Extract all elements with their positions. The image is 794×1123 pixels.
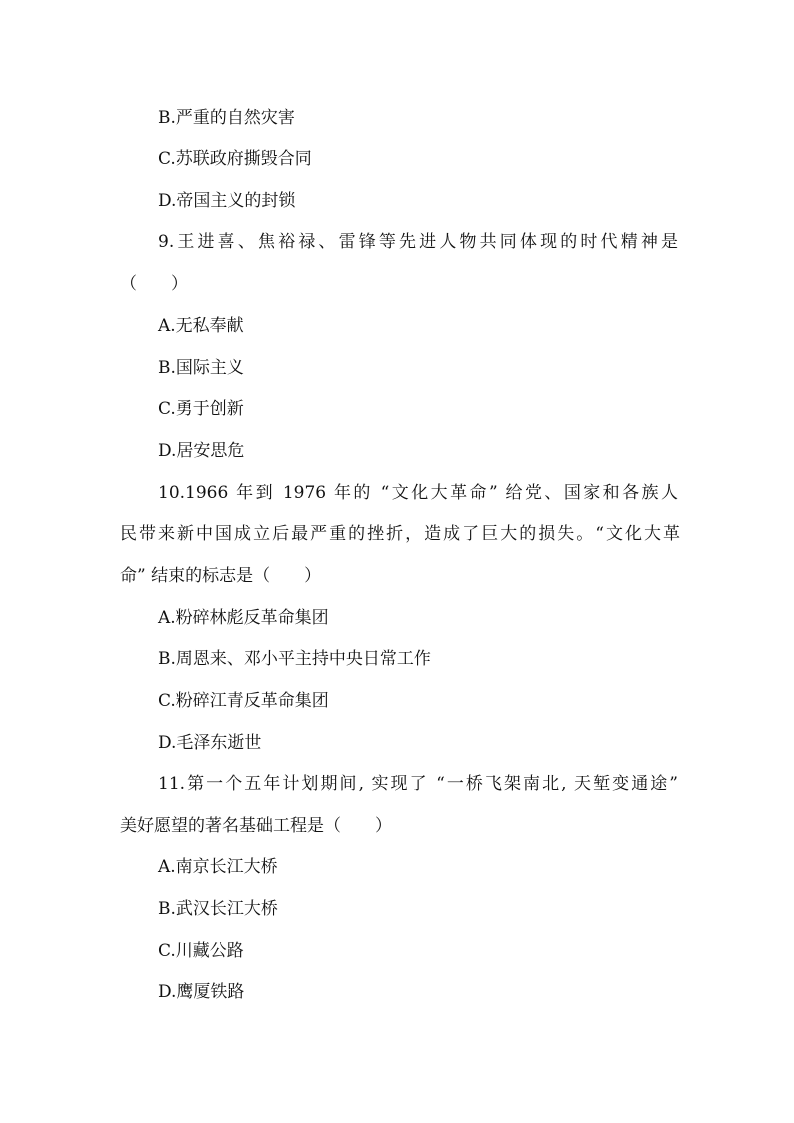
q9-stem-line2: （ ） (120, 274, 188, 294)
q10-stem-line1: 10.1966 年到 1976 年的 “文化大革命” 给党、国家和各族人 (158, 483, 678, 503)
q8-option-b: B.严重的自然灾害 (158, 108, 295, 128)
q10-option-c: C.粉碎江青反革命集团 (158, 691, 329, 711)
q11-option-c: C.川藏公路 (158, 941, 244, 961)
q10-option-d: D.毛泽东逝世 (158, 733, 262, 753)
q8-option-c: C.苏联政府撕毁合同 (158, 149, 312, 169)
q9-option-a: A.无私奉献 (158, 316, 244, 336)
q8-option-d: D.帝国主义的封锁 (158, 191, 296, 211)
q11-stem-line2: 美好愿望的著名基础工程是（ ） (120, 816, 392, 836)
q9-option-c: C.勇于创新 (158, 399, 244, 419)
q10-option-a: A.粉碎林彪反革命集团 (158, 608, 329, 628)
q11-option-b: B.武汉长江大桥 (158, 899, 278, 919)
q11-option-d: D.鹰厦铁路 (158, 982, 245, 1002)
q10-stem-line3: 命” 结束的标志是（ ） (120, 566, 322, 586)
q10-option-b: B.周恩来、邓小平主持中央日常工作 (158, 649, 431, 669)
q11-option-a: A.南京长江大桥 (158, 857, 278, 877)
q9-option-d: D.居安思危 (158, 441, 245, 461)
q9-option-b: B.国际主义 (158, 358, 244, 378)
q9-stem-line1: 9.王进喜、焦裕禄、雷锋等先进人物共同体现的时代精神是 (158, 232, 678, 252)
q11-stem-line1: 11.第一个五年计划期间, 实现了 “一桥飞架南北, 天堑变通途” (158, 774, 678, 794)
q10-stem-line2: 民带来新中国成立后最严重的挫折，造成了巨大的损失。“文化大革 (120, 524, 680, 544)
